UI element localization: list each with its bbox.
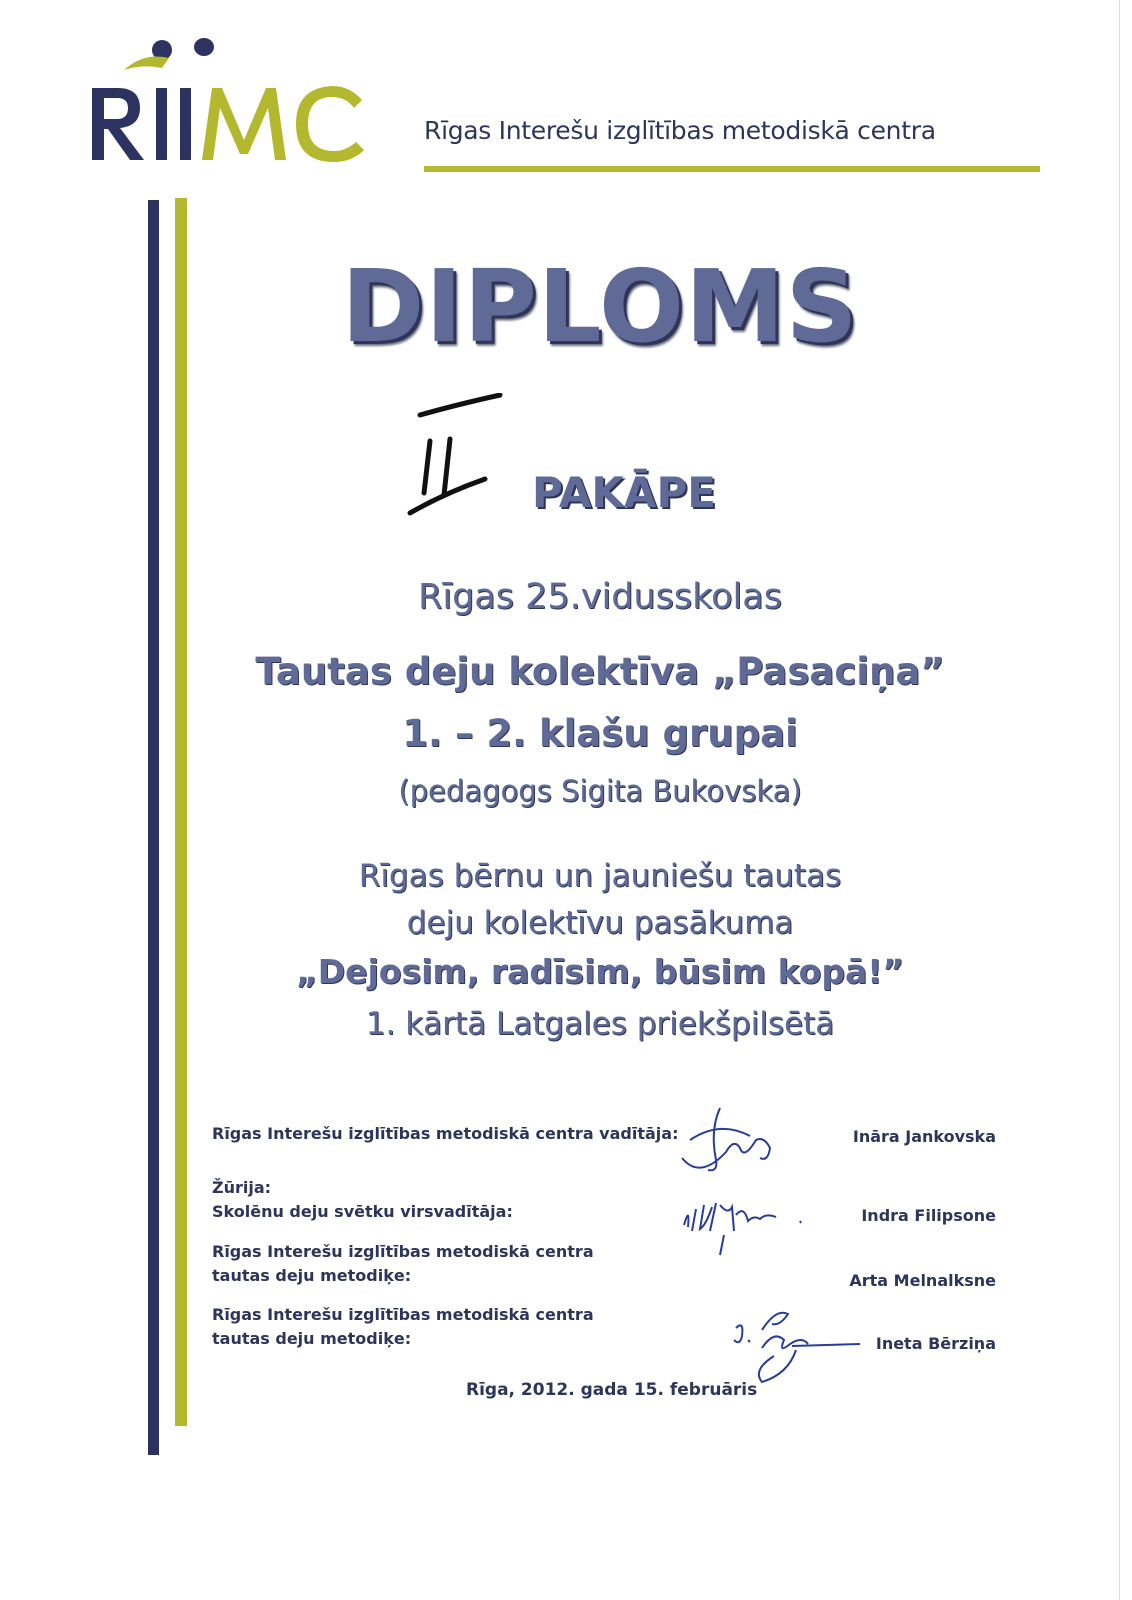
logo-letter-m xyxy=(202,88,286,160)
signatory-3-name: Arta Melnalksne xyxy=(849,1271,996,1290)
signatory-3-role-line1: Rīgas Interešu izglītības metodiskā centra xyxy=(212,1242,594,1261)
signatory-4-name: Ineta Bērziņa xyxy=(875,1334,996,1353)
signatory-2-name: Indra Filipsone xyxy=(861,1206,996,1225)
event-round: 1. kārtā Latgales priekšpilsētā xyxy=(365,1006,835,1042)
event-name: „Dejosim, radīsim, būsim kopā!” xyxy=(296,952,904,991)
signatory-1-signature xyxy=(680,1100,800,1190)
logo-letter-r xyxy=(92,88,144,160)
handwritten-grade-numeral xyxy=(400,393,510,528)
recipient-collective: Tautas deju kolektīva „Pasaciņa” xyxy=(255,650,945,693)
logo-dot-navy-2 xyxy=(194,38,214,56)
olive-vertical-bar xyxy=(175,198,187,1426)
signatory-4-signature xyxy=(732,1300,872,1390)
recipient-group: 1. – 2. klašu grupai xyxy=(402,712,798,755)
place-and-date: Rīga, 2012. gada 15. februāris xyxy=(466,1380,758,1400)
recipient-school: Rīgas 25.vidusskolas xyxy=(418,577,782,617)
signatory-2-signature xyxy=(676,1185,816,1265)
navy-vertical-bar xyxy=(148,200,159,1455)
signatory-4-role-line2: tautas deju metodiķe: xyxy=(212,1329,412,1348)
signatory-2-prefix: Žūrija: xyxy=(212,1178,272,1197)
signatory-1-role: Rīgas Interešu izglītības metodiskā centra vadītāja: xyxy=(212,1124,679,1143)
riimc-logo xyxy=(84,30,384,180)
logo-swoosh xyxy=(124,57,169,71)
recipient-teacher: (pedagogs Sigita Bukovska) xyxy=(398,774,802,808)
logo-letter-i2 xyxy=(180,88,191,160)
header-rule xyxy=(424,166,1040,172)
signatory-2-role: Skolēnu deju svētku virsvadītāja: xyxy=(212,1202,513,1221)
event-line-2: deju kolektīvu pasākuma xyxy=(406,905,794,941)
event-line-1: Rīgas bērnu un jauniešu tautas xyxy=(358,858,842,894)
signatory-3-role-line2: tautas deju metodiķe: xyxy=(212,1266,412,1285)
logo-letter-i1 xyxy=(156,88,167,160)
organization-header: Rīgas Interešu izglītības metodiskā centra xyxy=(424,116,936,145)
grade-label: PAKĀPE xyxy=(532,468,716,517)
signatory-1-name: Ināra Jankovska xyxy=(852,1127,996,1146)
logo-letter-c xyxy=(296,86,364,162)
signatory-4-role-line1: Rīgas Interešu izglītības metodiskā centra xyxy=(212,1305,594,1324)
diploma-title: DIPLOMS xyxy=(341,248,859,365)
